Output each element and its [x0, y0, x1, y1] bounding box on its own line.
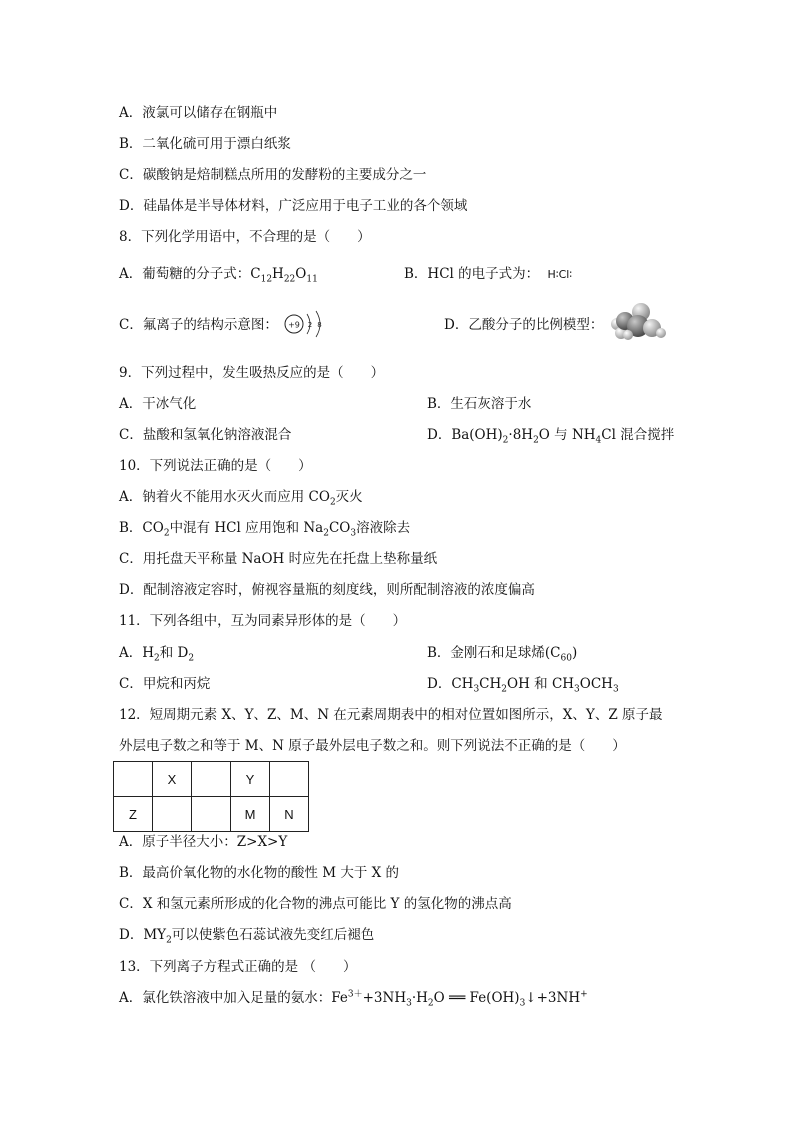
- periodic-table-row: [114, 762, 309, 797]
- fluoride-ion-structure-diagram: [283, 306, 333, 342]
- q10-option-a: A．钠着火不能用水灭火而应用 $CO_2$灭火: [119, 489, 363, 508]
- h-atom: [623, 330, 633, 340]
- nucleus-charge-label: +9: [288, 320, 300, 330]
- q13-option-a: A．氯化铁溶液中加入足量的氨水：$Fe^{3+}+3NH_3\cdot H_2O$ ══ $Fe(OH)_3↓+3NH^+$: [119, 989, 588, 1009]
- q10-stem: 10．下列说法正确的是（ ）: [119, 458, 312, 474]
- q9-option-a: A．干冰气化: [119, 396, 197, 412]
- table-cell: [270, 762, 309, 797]
- q12-stem-line1: 12．短周期元素 X、Y、Z、M、N 在元素周期表中的相对位置如图所示，X、Y、Z 原子最: [119, 707, 663, 723]
- shell2-electrons: 8: [317, 321, 322, 329]
- table-cell: Y: [231, 762, 270, 797]
- q11-option-d: D．$CH_3CH_2OH$ 和 $CH_3OCH_3$: [427, 676, 619, 695]
- q11-stem: 11．下列各组中，互为同素异形体的是（ ）: [119, 613, 407, 629]
- q12-stem-line2: 外层电子数之和等于 M、N 原子最外层电子数之和。则下列说法不正确的是（ ）: [119, 738, 626, 754]
- q7-option-a: A．液氯可以储存在钢瓶中: [119, 105, 278, 121]
- q12-option-b: B．最高价氧化物的水化物的酸性 M 大于 X 的: [119, 865, 400, 881]
- table-cell: [114, 762, 153, 797]
- q7-option-b: B．二氧化硫可用于漂白纸浆: [119, 136, 291, 152]
- q11-option-a: A．$H_2$和 $D_2$: [119, 645, 195, 664]
- q10-option-c: C．用托盘天平称量 NaOH 时应先在托盘上垫称量纸: [119, 551, 438, 567]
- q8-option-c: C．氟离子的结构示意图：: [119, 317, 278, 333]
- shell1-electrons: 2: [307, 321, 313, 329]
- q11-option-b: B．金刚石和足球烯$(C_{60})$: [427, 645, 578, 664]
- table-cell: [153, 797, 192, 832]
- table-cell: [192, 762, 231, 797]
- q12-option-d: D．$MY_2$可以使紫色石蕊试液先变红后褪色: [119, 927, 375, 946]
- q10-option-d: D．配制溶液定容时，俯视容量瓶的刻度线，则所配制溶液的浓度偏高: [119, 582, 535, 598]
- table-cell: N: [270, 797, 309, 832]
- q13-stem: 13．下列离子方程式正确的是 （ ）: [119, 959, 357, 975]
- q9-stem: 9．下列过程中，发生吸热反应的是（ ）: [119, 365, 385, 381]
- table-cell: Z: [114, 797, 153, 832]
- q8-option-a: A．葡萄糖的分子式：$C_{12}H_{22}O_{11}$: [119, 266, 318, 285]
- acetic-acid-space-filling-model: [608, 302, 668, 344]
- table-cell: X: [153, 762, 192, 797]
- q11-option-c: C．甲烷和丙烷: [119, 676, 211, 692]
- q9-option-b: B．生石灰溶于水: [427, 396, 532, 412]
- table-cell: M: [231, 797, 270, 832]
- q9-option-d: D．$Ba(OH)_2\cdot 8H_2O$ 与 $NH_4Cl$ 混合搅拌: [427, 427, 675, 446]
- table-cell: [192, 797, 231, 832]
- q7-option-d: D．硅晶体是半导体材料，广泛应用于电子工业的各个领域: [119, 198, 468, 214]
- h-atom: [656, 328, 666, 338]
- periodic-table-row: [114, 797, 309, 832]
- q7-option-c: C．碳酸钠是焙制糕点所用的发酵粉的主要成分之一: [119, 167, 427, 183]
- periodic-table-grid: [113, 761, 309, 832]
- q10-option-b: B．$CO_2$中混有 HCl 应用饱和 $Na_2CO_3$溶液除去: [119, 520, 411, 539]
- q8-option-d: D．乙酸分子的比例模型：: [444, 317, 604, 333]
- hcl-electron-formula: H∶Cl∶: [547, 268, 573, 281]
- q8-stem: 8．下列化学用语中，不合理的是（ ）: [119, 229, 371, 245]
- q12-option-a: A．原子半径大小：Z>X>Y: [119, 834, 288, 850]
- q8-option-b: B．HCl 的电子式为： H∶Cl∶: [404, 266, 573, 282]
- q9-option-c: C．盐酸和氢氧化钠溶液混合: [119, 427, 292, 443]
- q12-option-c: C．X 和氢元素所形成的化合物的沸点可能比 Y 的氢化物的沸点高: [119, 896, 512, 912]
